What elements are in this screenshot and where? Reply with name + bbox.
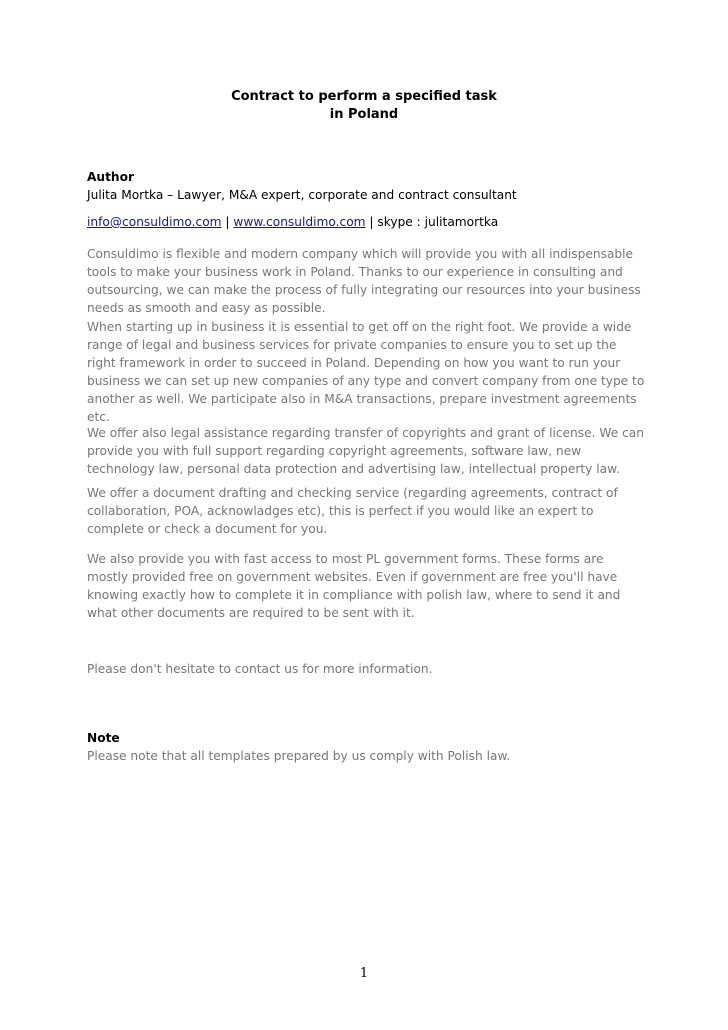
author-description: Julita Mortka – Lawyer, M&A expert, corporate and contract consultant <box>87 188 517 202</box>
author-section <box>87 168 647 204</box>
contact-links <box>87 213 647 231</box>
links-separator: | <box>221 215 234 229</box>
page-number: 1 <box>359 966 369 981</box>
note-heading: Note <box>87 731 120 745</box>
paragraph-legal-assistance: We offer also legal assistance regarding transfer of copyrights and grant of license. We can provide you with full support regarding copyright agreements, software law, new technology law, personal data protection and advertising law, intellectual property law. <box>87 426 644 476</box>
document-title <box>0 88 728 124</box>
email-link[interactable]: info@consuldimo.com <box>87 215 222 229</box>
paragraph-business-services: When starting up in business it is essential to get off on the right foot. We provide a wide range of legal and business services for private companies to ensure you to set up the right framework in order to succeed in Poland. Depending on how you want to run your business we can set up new companies of any type and convert company from one type to another as well. We participate also in M&A transactions, prepare investment agreements etc. <box>87 320 645 424</box>
paragraph-document-drafting: We offer a document drafting and checking service (regarding agreements, contract of collaboration, POA, acknowladges etc), this is perfect if you would like an expert to complete or check a document for you. <box>87 486 618 536</box>
title-line-1: Contract to perform a specified task <box>231 89 497 104</box>
title-line-2: in Poland <box>329 107 399 122</box>
skype-info: | skype : julitamortka <box>365 215 499 229</box>
paragraph-government-forms: We also provide you with fast access to most PL government forms. These forms are mostly provided free on government websites. Even if government are free you'll have knowing exactly how to complete it in compliance with polish law, where to send it and what other documents are required to be sent with it. <box>87 552 621 620</box>
note-section <box>87 729 647 765</box>
note-text: Please note that all templates prepared by us comply with Polish law. <box>87 749 511 763</box>
website-link[interactable]: www.consuldimo.com <box>233 215 366 229</box>
author-heading: Author <box>87 170 134 184</box>
contact-invitation: Please don't hesitate to contact us for more information. <box>87 662 433 676</box>
paragraph-intro: Consuldimo is flexible and modern company which will provide you with all indispensable tools to make your business work in Poland. Thanks to our experience in consulting and outsourcing, we can make the process of fully integrating our resources into your business needs as smooth and easy as possible. <box>87 247 641 315</box>
